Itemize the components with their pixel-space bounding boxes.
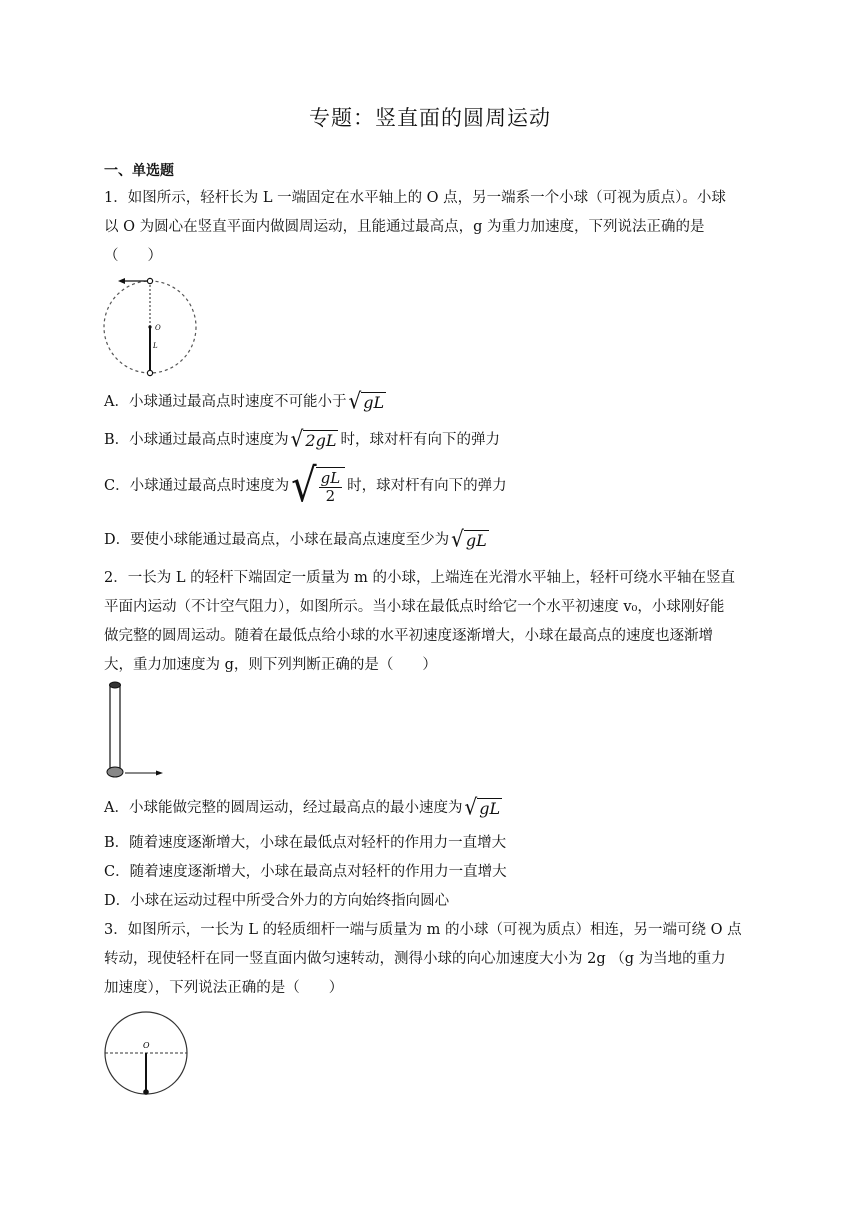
q2-option-c: C．随着速度逐渐增大，小球在最高点对轻杆的作用力一直增大 [104,864,507,880]
q1-figure [100,272,204,380]
q1-fig-label-l: L [153,342,158,350]
q3-line-2: 转动，现使轻杆在同一竖直面内做匀速转动，测得小球的向心加速度大小为 2g （g 为当地的重力 [104,951,726,967]
q3-line-1: 3．如图所示，一长为 L 的轻质细杆一端与质量为 m 的小球（可视为质点）相连，另一端可绕 O 点 [104,922,742,938]
q2-line-3: 做完整的圆周运动。随着在最低点给小球的水平初速度逐渐增大，小球在最高点的速度也逐渐增 [104,628,713,644]
q1-line-3: （ ） [104,248,162,264]
q3-fig-label-o: O [143,1041,150,1050]
q2-option-b: B．随着速度逐渐增大，小球在最低点对轻杆的作用力一直增大 [104,835,507,851]
q1-option-a-expr: gL [363,393,385,412]
q2-line-2: 平面内运动（不计空气阻力），如图所示。当小球在最低点时给它一个水平初速度 v₀，小球刚好能 [104,599,725,615]
q1-option-b-expr: 2gL [305,431,337,450]
section-heading: 一、单选题 [104,163,174,179]
q1-option-b: B．小球通过最高点时速度为 √ 2gL 时，球对杆有向下的弹力 [104,425,500,453]
q2-option-a: A．小球能做完整的圆周运动，经过最高点的最小速度为 √ gL [104,793,501,821]
q2-line-1: 2．一长为 L 的轻杆下端固定一质量为 m 的小球，上端连在光滑水平轴上，轻杆可绕水平轴在竖直 [104,570,736,586]
q2-line-4: 大，重力加速度为 g，则下列判断正确的是（ ） [104,657,437,673]
q1-option-d: D．要使小球能通过最高点，小球在最高点速度至少为 √ gL [104,525,487,553]
q1-fig-label-o: O [155,324,161,332]
q2-option-a-expr: gL [479,799,501,818]
q2-figure [100,680,170,782]
q1-option-c-denominator: 2 [325,487,336,505]
q1-option-c: C．小球通过最高点时速度为 √ $\frac{gL}{2}$ 时，球对杆有向下的弹力 [104,459,507,513]
q1-option-c-numerator: gL [320,469,341,487]
q1-option-d-expr: gL [465,531,487,550]
q1-option-a: A．小球通过最高点时速度不可能小于 √ gL [104,387,385,415]
q1-line-1: 1．如图所示，轻杆长为 L 一端固定在水平轴上的 O 点，另一端系一个小球（可视为质点）。小球 [104,190,726,206]
q2-option-d: D．小球在运动过程中所受合外力的方向始终指向圆心 [104,893,450,909]
page-title: 专题：竖直面的圆周运动 [309,106,551,130]
q3-figure [100,1008,192,1098]
q3-line-3: 加速度），下列说法正确的是（ ） [104,980,344,996]
q1-line-2: 以 O 为圆心在竖直平面内做圆周运动，且能通过最高点，g 为重力加速度，下列说法正确的是 [104,219,705,235]
